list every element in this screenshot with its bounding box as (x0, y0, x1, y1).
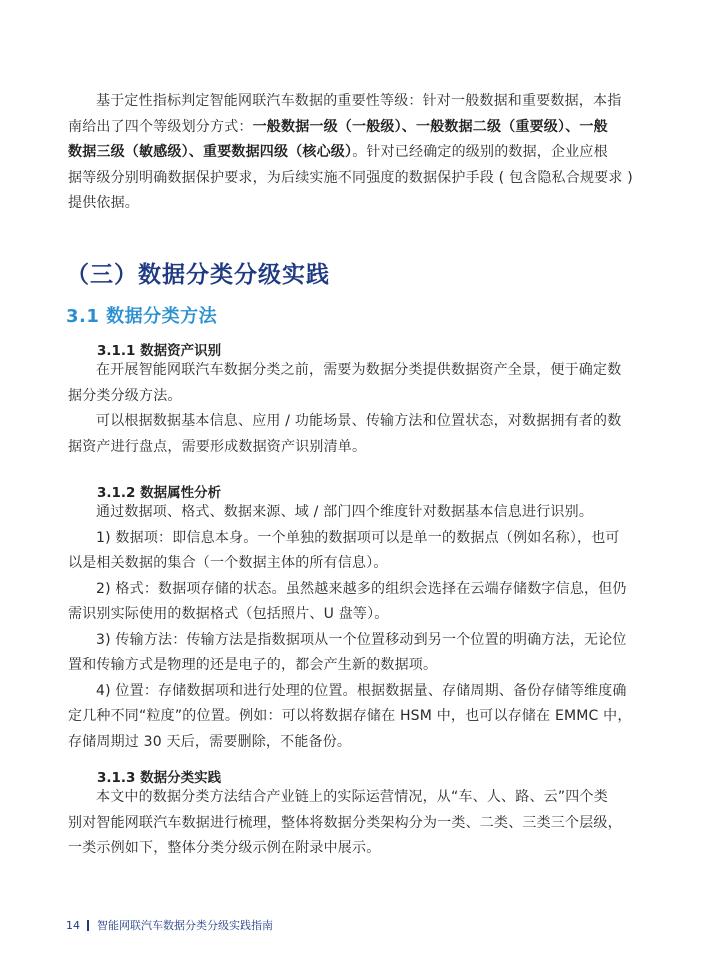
p312-0: 通过数据项、格式、数据来源、域 / 部门四个维度针对数据基本信息进行识别。 (96, 504, 594, 520)
p313-1-l2: 别对智能网联汽车数据进行梳理，整体将数据分类架构分为一类、二类、三类三个层级， (68, 814, 622, 831)
p312-3-l2: 置和传输方式是物理的还是电子的，都会产生新的数据项。 (68, 657, 438, 673)
intro-line-3-bold: 数据三级（敏感级）、重要数据四级（核心级） (68, 144, 353, 160)
heading-3-1-3: 3.1.3 数据分类实践 (97, 770, 222, 786)
p312-4-l3: 存储周期过 30 天后，需要删除，不能备份。 (68, 733, 352, 750)
footer-divider (87, 920, 89, 931)
intro-paragraph (68, 89, 642, 217)
section-title: （三）数据分类分级实践 (66, 262, 330, 288)
p312-3-l1: 3) 传输方法：传输方法是指数据项从一个位置移动到另一个位置的明确方法，无论位 (96, 631, 627, 648)
p311-2-l1: 可以根据数据基本信息、应用 / 功能场景、传输方法和位置状态，对数据拥有者的数 (96, 413, 622, 429)
intro-line-5: 提供依据。 (68, 195, 139, 211)
p312-2-l2: 需识别实际使用的数据格式（包括照片、U 盘等）。 (68, 606, 389, 622)
p312-1-l2: 以是相关数据的集合（一个数据主体的所有信息）。 (68, 555, 388, 571)
intro-line-1: 基于定性指标判定智能网联汽车数据的重要性等级：针对一般数据和重要数据，本指 (96, 93, 622, 109)
heading-3-1-2: 3.1.2 数据属性分析 (97, 485, 222, 501)
footer-doc-title: 智能网联汽车数据分类分级实践指南 (97, 919, 273, 932)
paragraph-3-1-3 (68, 785, 642, 862)
paragraph-3-1-2 (68, 500, 642, 755)
intro-line-3-plain: 。针对已经确定的级别的数据，企业应根 (352, 144, 608, 160)
subsection-title: 3.1 数据分类方法 (66, 306, 218, 327)
p311-1-l1: 在开展智能网联汽车数据分类之前，需要为数据分类提供数据资产全景，便于确定数 (96, 362, 622, 378)
p312-4-l1: 4) 位置：存储数据项和进行处理的位置。根据数据量、存储周期、备份存储等维度确 (96, 682, 627, 699)
page-footer (66, 917, 273, 933)
p311-2-l2: 据资产进行盘点，需要形成数据资产识别清单。 (68, 438, 367, 455)
p312-2-l1: 2) 格式：数据项存储的状态。虽然越来越多的组织会选择在云端存储数字信息，但仍 (96, 580, 627, 597)
page-number: 14 (66, 918, 80, 932)
paragraph-3-1-1 (68, 358, 642, 460)
p311-1-l2: 据分类分级方法。 (68, 387, 182, 404)
p312-1-l1: 1) 数据项：即信息本身。一个单独的数据项可以是单一的数据点（例如名称），也可 (96, 529, 620, 546)
p313-1-l1: 本文中的数据分类方法结合产业链上的实际运营情况，从“车、人、路、云”四个类 (96, 789, 608, 805)
intro-line-2-plain: 南给出了四个等级划分方式： (68, 118, 253, 135)
intro-line-4: 据等级分别明确数据保护要求，为后续实施不同强度的数据保护手段 ( 包含隐私合规要求 ) (68, 169, 633, 186)
heading-3-1-1: 3.1.1 数据资产识别 (97, 343, 222, 359)
p313-1-l3: 一类示例如下，整体分类分级示例在附录中展示。 (68, 840, 381, 856)
p312-4-l2: 定几种不同“粒度”的位置。例如：可以将数据存储在 HSM 中，也可以存储在 EMMC 中， (68, 708, 632, 724)
intro-line-2-bold: 一般数据一级（一般级）、一般数据二级（重要级）、一般 (252, 118, 608, 135)
